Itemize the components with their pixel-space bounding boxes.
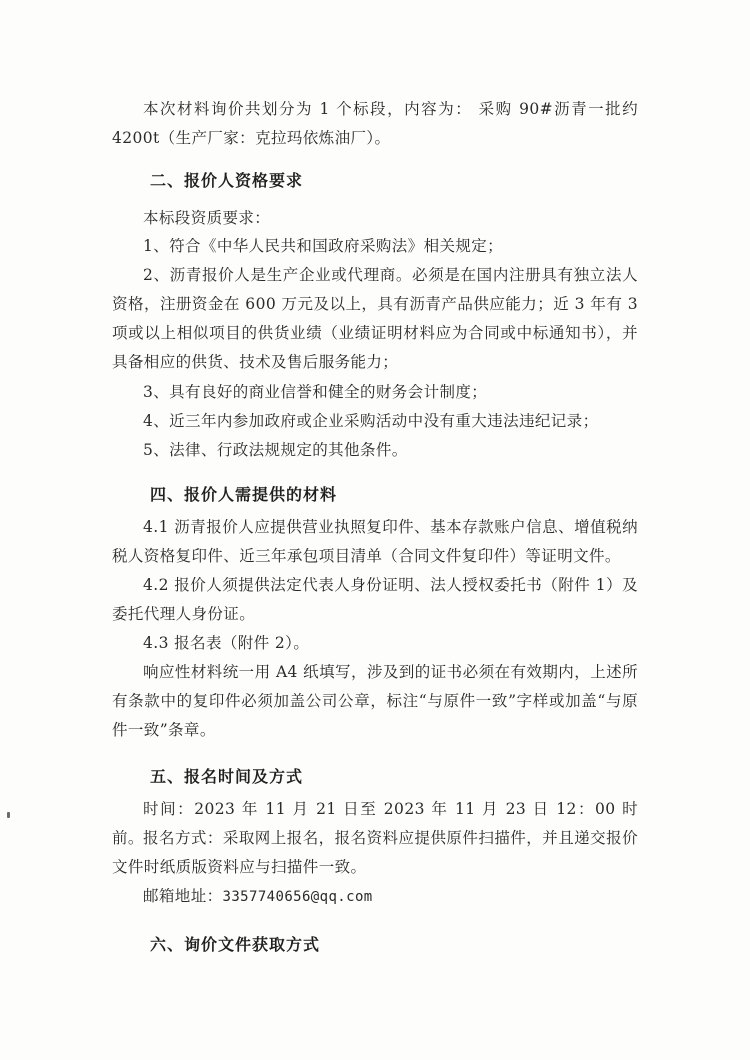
section-2-item-4: 4、近三年内参加政府或企业采购活动中没有重大违法违纪记录； [143,412,599,430]
registration-method: 报名方式：采取网上报名，报名资料应提供原件扫描件，并且递交报价文件时纸质版资料应与扫描件一致。 [112,829,638,876]
section-2-lead: 本标段资质要求： [143,209,271,227]
section-2-item-5: 5、法律、行政法规规定的其他条件。 [143,441,408,459]
section-4-heading: 四、报价人需提供的材料 [150,485,338,504]
section-4-note: 响应性材料统一用 A4 纸填写，涉及到的证书必须在有效期内，上述所有条款中的复印件必须加盖公司公章，标注“与原件一致”字样或加盖“与原件一致”条章。 [112,663,638,739]
email-line [112,882,638,912]
section-6-heading: 六、询价文件获取方式 [150,935,321,954]
section-5-heading: 五、报名时间及方式 [150,767,304,786]
email-label: 邮箱地址： [143,887,223,905]
intro-paragraph: 本次材料询价共划分为 1 个标段，内容为： 采购 90#沥青一批约 4200t（生产厂家：克拉玛依炼油厂）。 [112,100,638,147]
section-2-heading: 二、报价人资格要求 [150,171,304,190]
section-4-item-2: 4.2 报价人须提供法定代表人身份证明、法人授权委托书（附件 1）及委托代理人身份证。 [112,576,638,623]
email-address: 3357740656@qq.com [222,889,373,905]
scan-speck [7,812,10,818]
section-4-item-1: 4.1 沥青报价人应提供营业执照复印件、基本存款账户信息、增值税纳税人资格复印件、近三年承包项目清单（合同文件复印件）等证明文件。 [112,518,638,565]
section-2-item-1: 1、符合《中华人民共和国政府采购法》相关规定； [143,237,504,255]
section-2-item-3: 3、具有良好的商业信誉和健全的财务会计制度； [143,383,488,401]
section-4-item-3: 4.3 报名表（附件 2）。 [143,634,310,652]
registration-time: 时间：2023 年 11 月 21 日至 2023 年 11 月 23 日 12：00 时前。 [112,800,638,847]
section-2-item-2: 2、沥青报价人是生产企业或代理商。必须是在国内注册具有独立法人资格，注册资金在 600 万元及以上，具有沥青产品供应能力；近 3 年有 3 项或以上相似项目的供货业绩（业绩证明材料应为合同或中标通知书），并具备相应的供货、技术及售后服务能力； [112,266,638,371]
